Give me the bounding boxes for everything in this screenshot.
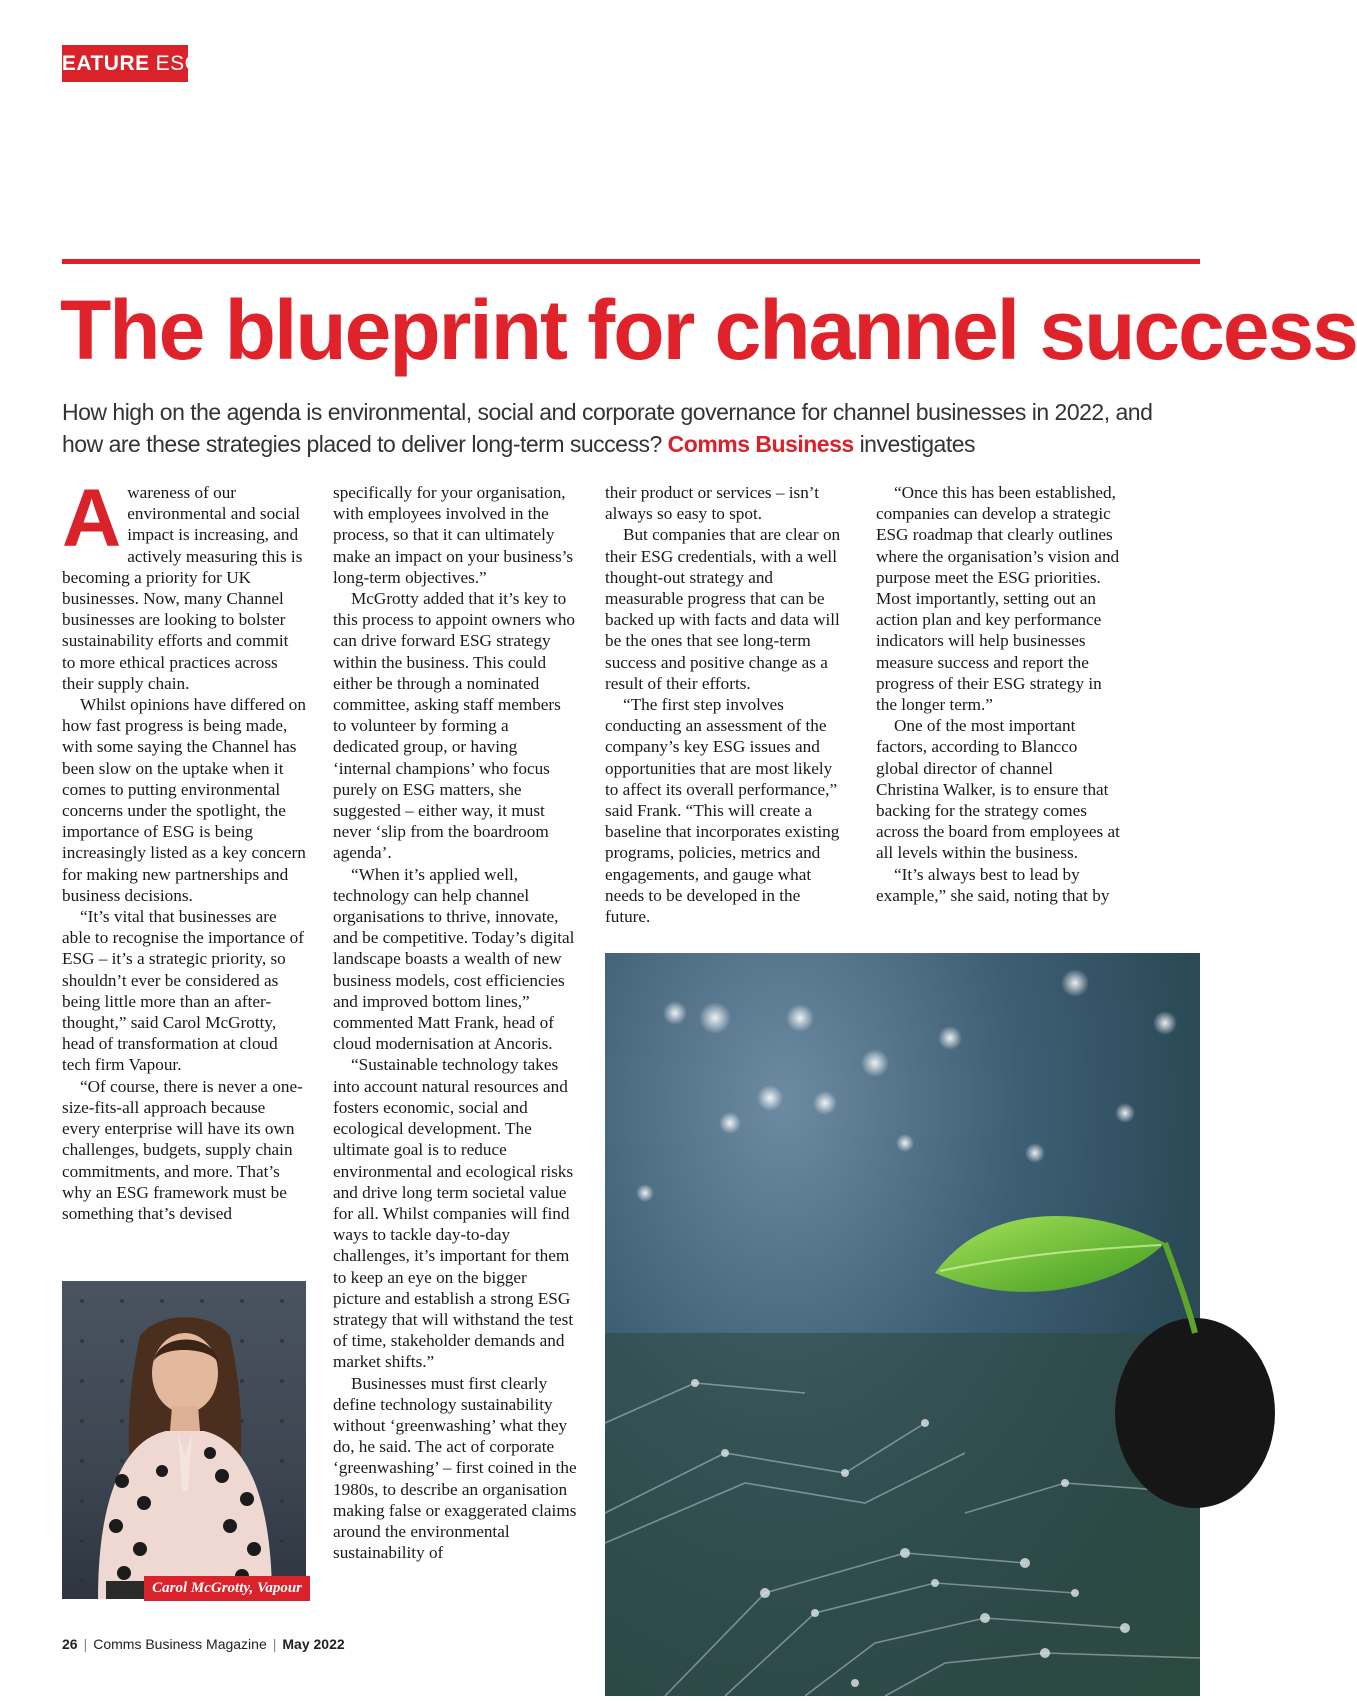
drop-cap: A bbox=[62, 473, 122, 564]
section-topic: ESG bbox=[155, 51, 202, 75]
page-footer bbox=[62, 1636, 345, 1652]
portrait-photo bbox=[62, 1281, 306, 1599]
portrait-illustration bbox=[62, 1281, 306, 1599]
paragraph: McGrotty added that it’s key to this process to appoint owners who can drive forward ESG strategy within the business. This could either be through a nominated committee, asking staff members to volunteer by forming a dedicated group, or having ‘internal champions’ who focus purely on ESG matters, she suggested – either way, it must never ‘slip from the boardroom agenda’. bbox=[333, 589, 576, 863]
portrait-caption: Carol McGrotty, Vapour bbox=[144, 1576, 310, 1601]
paragraph: “It’s vital that businesses are able to recognise the importance of ESG – it’s a strategic priority, so shouldn’t ever be considered as being little more than an after-thought,” said Carol McGrotty, head of transformation at cloud tech firm Vapour. bbox=[62, 907, 304, 1075]
paragraph: Whilst opinions have differed on how fast progress is being made, with some saying the Channel has been slow on the uptake when it comes to putting environmental concerns under the spotlight, the importance of ESG is being increasingly listed as a key concern for making new partnerships and business decisions. bbox=[62, 695, 306, 905]
section-tag bbox=[48, 45, 202, 82]
standfirst-text: How high on the agenda is environmental, social and corporate governance for channel businesses in 2022, and how are these strategies placed to deliver long-term success? bbox=[62, 399, 1153, 457]
paragraph: But companies that are clear on their ESG credentials, with a well thought-out strategy and measurable progress that can be backed up with facts and data will be the ones that see long-term success and positive change as a result of their efforts. bbox=[605, 525, 841, 693]
hero-image bbox=[605, 953, 1200, 1696]
paragraph: “It’s always best to lead by example,” she said, noting that by bbox=[876, 864, 1110, 905]
circuit-board-seedling-illustration bbox=[605, 953, 1200, 1696]
paragraph: “The first step involves conducting an assessment of the company’s key ESG issues and opportunities that are most likely to affect its overall performance,” said Frank. “This will create a baseline that incorporates existing programs, policies, metrics and engagements, and gauge what needs to be developed in the future. bbox=[605, 695, 840, 927]
section-label: FEATURE bbox=[48, 51, 150, 75]
paragraph: their product or services – isn’t always so easy to spot. bbox=[605, 483, 819, 524]
article-column-3 bbox=[605, 482, 849, 927]
paragraph bbox=[62, 473, 306, 694]
footer-separator: | bbox=[272, 1636, 277, 1652]
paragraph: specifically for your organisation, with employees involved in the process, so that it can ultimately make an impact on your business’s long-term objectives.” bbox=[333, 483, 574, 587]
paragraph: “Once this has been established, companies can develop a strategic ESG roadmap that clearly outlines where the organisation’s vision and purpose meet the ESG priorities. Most importantly, setting out an action plan and key performance indicators will help businesses measure success and report the progress of their ESG strategy in the longer term.” bbox=[876, 483, 1120, 715]
issue-date: May 2022 bbox=[282, 1636, 345, 1652]
article-column-4 bbox=[876, 482, 1120, 906]
publication-name: Comms Business Magazine bbox=[93, 1636, 267, 1652]
paragraph: Businesses must first clearly define technology sustainability without ‘greenwashing’ what they do, he said. The act of corporate ‘greenwashing’ – first coined in the 1980s, to describe an organisation making false or exaggerated claims around the environmental sustainability of bbox=[333, 1373, 577, 1563]
paragraph: “Sustainable technology takes into account natural resources and fosters economic, social and ecological development. The ultimate goal is to reduce environmental and ecological risks and drive long term societal value for all. Whilst companies will find ways to tackle day-to-day challenges, it’s important for them to keep an eye on the bigger picture and establish a strong ESG strategy that will withstand the test of time, stakeholder demands and market shifts.” bbox=[333, 1055, 574, 1372]
paragraph: “When it’s applied well, technology can help channel organisations to thrive, innovate, and be competitive. Today’s digital landscape boasts a wealth of new business models, cost efficiencies and improved bottom lines,” commented Matt Frank, head of cloud modernisation at Ancoris. bbox=[333, 864, 575, 1054]
standfirst-brand: Comms Business bbox=[667, 431, 854, 457]
article-column-1 bbox=[62, 473, 306, 1224]
standfirst bbox=[62, 396, 1172, 460]
standfirst-tail: investigates bbox=[859, 431, 976, 457]
paragraph: “Of course, there is never a one-size-fits-all approach because every enterprise will have its own challenges, budgets, supply chain commitments, and more. That’s why an ESG framework must be something that’s devised bbox=[62, 1076, 303, 1223]
headline-rule bbox=[62, 259, 1200, 264]
headline: The blueprint for channel success bbox=[60, 283, 1357, 377]
paragraph-text: wareness of our environmental and social impact is increasing, and actively measuring this is becoming a priority for UK businesses. Now, many Channel businesses are looking to bolster sustainability efforts and commit to more ethical practices across their supply chain. bbox=[62, 483, 303, 693]
footer-separator: | bbox=[83, 1636, 88, 1652]
paragraph: One of the most important factors, according to Blancco global director of channel Christina Walker, is to ensure that backing for the strategy comes across the board from employees at all levels within the business. bbox=[876, 716, 1120, 863]
article-column-2 bbox=[333, 482, 577, 1563]
page-number: 26 bbox=[62, 1636, 78, 1652]
